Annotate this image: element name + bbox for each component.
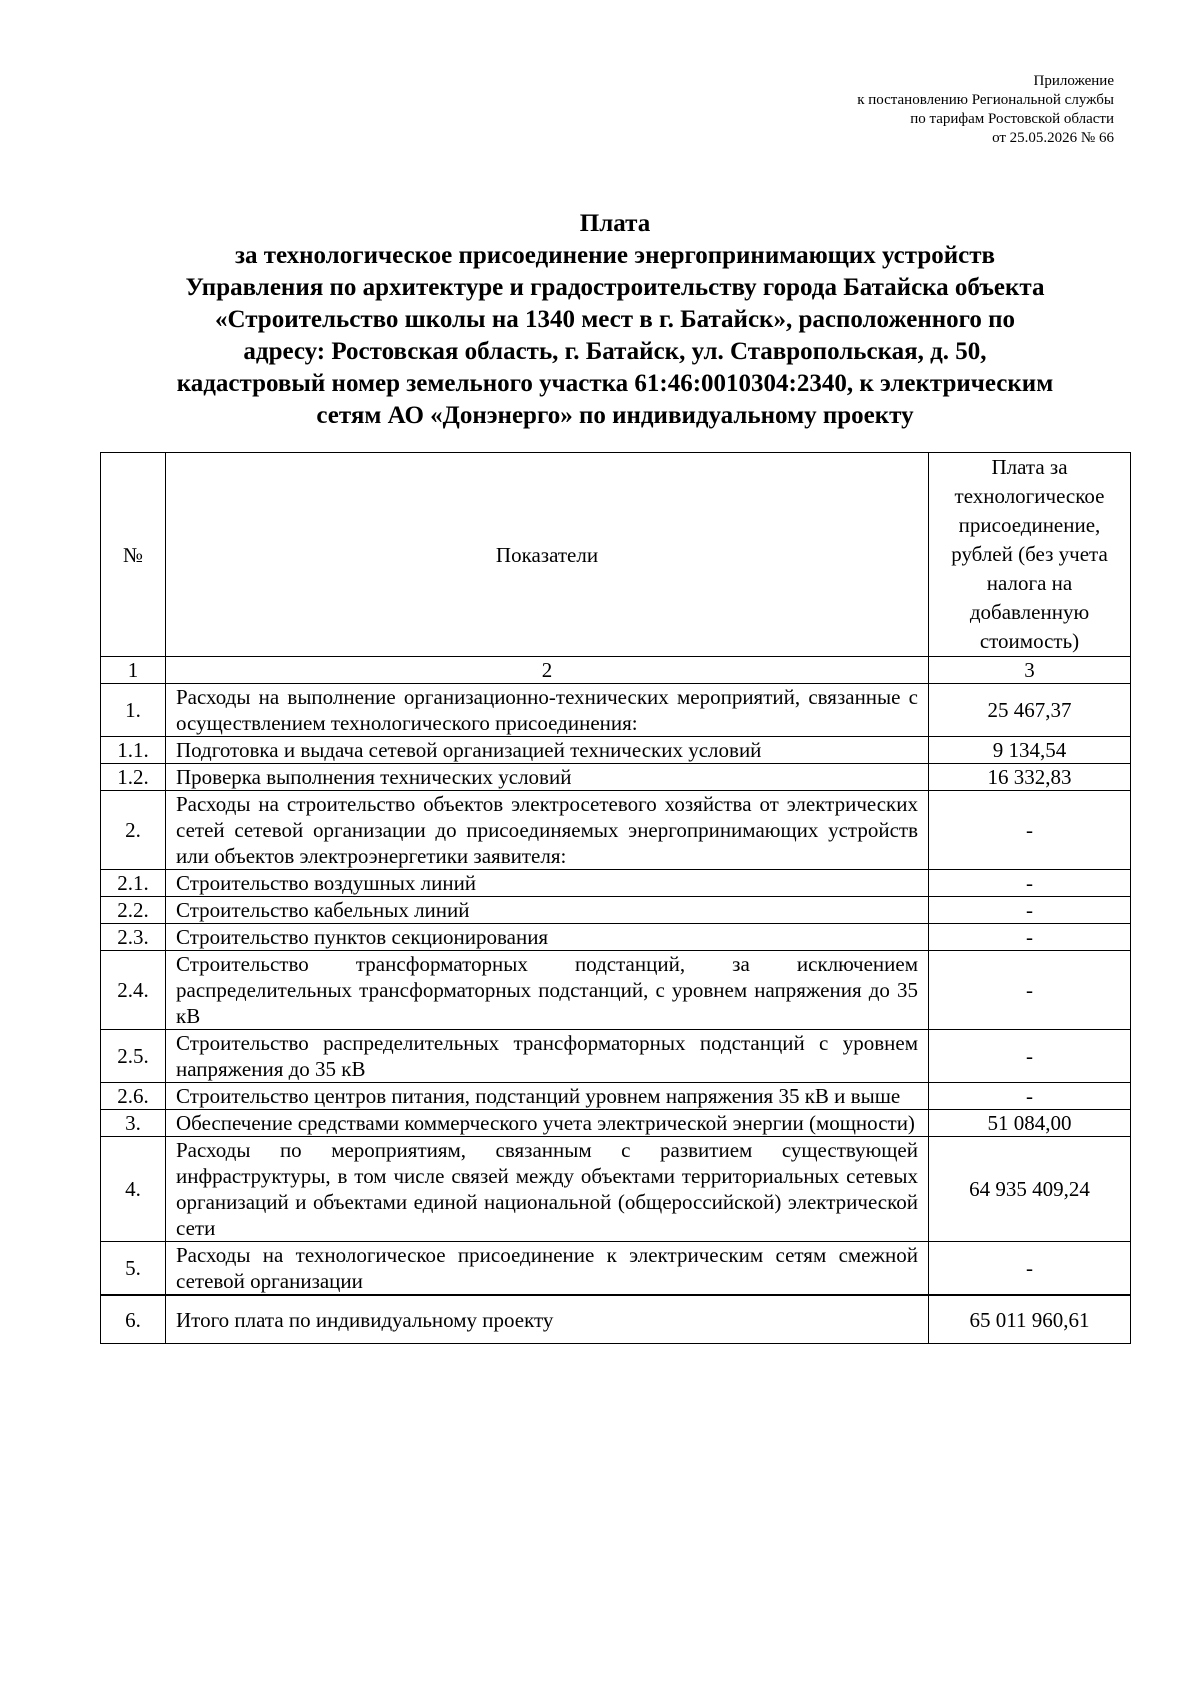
row-num: 2.5.: [101, 1030, 166, 1083]
title-line-7: сетям АО «Донэнерго» по индивидуальному проекту: [316, 402, 914, 429]
row-indicator: Расходы на строительство объектов электросетевого хозяйства от электрических сетей сетевой организации до присоединяемых энергопринимающих устройств или объектов электроэнергетики заявителя:: [166, 791, 929, 870]
row-num: 2.3.: [101, 924, 166, 951]
row-value: -: [929, 897, 1131, 924]
row-indicator: Обеспечение средствами коммерческого учета электрической энергии (мощности): [166, 1110, 929, 1137]
title-line-5: адресу: Ростовская область, г. Батайск, ул. Ставропольская, д. 50,: [243, 338, 987, 365]
row-value: -: [929, 1030, 1131, 1083]
row-value: -: [929, 1083, 1131, 1110]
row-indicator: Расходы на выполнение организационно-технических мероприятий, связанные с осуществлением технологического присоединения:: [166, 684, 929, 737]
row-num: 6.: [101, 1295, 166, 1344]
row-num: 4.: [101, 1137, 166, 1242]
row-indicator: Проверка выполнения технических условий: [166, 764, 929, 791]
index-cell: 3: [929, 657, 1131, 684]
table-row: [101, 1083, 1131, 1110]
table-row: [101, 951, 1131, 1030]
table-row: [101, 764, 1131, 791]
appendix-authority: по тарифам Ростовской области: [910, 111, 1114, 127]
row-value: 65 011 960,61: [929, 1295, 1131, 1344]
row-value: -: [929, 951, 1131, 1030]
row-num: 1.: [101, 684, 166, 737]
appendix-header: [857, 72, 1114, 148]
table-row: [101, 791, 1131, 870]
title-line-6: кадастровый номер земельного участка 61:46:0010304:2340, к электрическим: [176, 370, 1054, 397]
row-num: 2.2.: [101, 897, 166, 924]
row-num: 1.1.: [101, 737, 166, 764]
row-indicator: Подготовка и выдача сетевой организацией технических условий: [166, 737, 929, 764]
header-fee: Плата за технологическое присоединение, рублей (без учета налога на добавленную стоимость): [929, 453, 1131, 657]
index-cell: 2: [166, 657, 929, 684]
row-value: -: [929, 1242, 1131, 1296]
row-indicator: Строительство воздушных линий: [166, 870, 929, 897]
row-value: 51 084,00: [929, 1110, 1131, 1137]
table-header-row: [101, 453, 1131, 657]
index-cell: 1: [101, 657, 166, 684]
header-num: №: [101, 453, 166, 657]
row-num: 5.: [101, 1242, 166, 1296]
row-value: 25 467,37: [929, 684, 1131, 737]
row-value: -: [929, 870, 1131, 897]
table-row: [101, 1110, 1131, 1137]
row-indicator: Итого плата по индивидуальному проекту: [166, 1295, 929, 1344]
title-line-2: за технологическое присоединение энергопринимающих устройств: [234, 242, 996, 269]
row-value: -: [929, 791, 1131, 870]
row-num: 2.1.: [101, 870, 166, 897]
row-value: -: [929, 924, 1131, 951]
row-num: 2.: [101, 791, 166, 870]
fee-table: [100, 452, 1131, 1344]
row-indicator: Расходы по мероприятиям, связанным с развитием существующей инфраструктуры, в том числе связей между объектами территориальных сетевых организаций и объектами единой национальной (общероссийской) электрической сети: [166, 1137, 929, 1242]
appendix-date-number: от 25.05.2026 № 66: [992, 130, 1114, 146]
table-row: [101, 1137, 1131, 1242]
row-value: 9 134,54: [929, 737, 1131, 764]
row-num: 1.2.: [101, 764, 166, 791]
table-index-row: [101, 657, 1131, 684]
row-indicator: Строительство центров питания, подстанций уровнем напряжения 35 кВ и выше: [166, 1083, 929, 1110]
table-row: [101, 737, 1131, 764]
row-indicator: Строительство трансформаторных подстанций, за исключением распределительных трансформаторных подстанций, с уровнем напряжения до 35 кВ: [166, 951, 929, 1030]
appendix-resolution: к постановлению Региональной службы: [857, 92, 1114, 108]
table-row: [101, 924, 1131, 951]
title-line-3: Управления по архитектуре и градостроительству города Батайска объекта: [185, 274, 1045, 301]
row-value: 64 935 409,24: [929, 1137, 1131, 1242]
table-row: [101, 1242, 1131, 1296]
row-num: 2.4.: [101, 951, 166, 1030]
table-row: [101, 1030, 1131, 1083]
row-indicator: Строительство пунктов секционирования: [166, 924, 929, 951]
row-num: 3.: [101, 1110, 166, 1137]
appendix-title: Приложение: [1033, 73, 1114, 89]
document-title: [100, 208, 1130, 432]
row-indicator: Строительство кабельных линий: [166, 897, 929, 924]
title-line-1: Плата: [579, 210, 651, 237]
table-row: [101, 684, 1131, 737]
table-row: [101, 897, 1131, 924]
title-line-4: «Строительство школы на 1340 мест в г. Батайск», расположенного по: [214, 306, 1016, 333]
header-indicator: Показатели: [166, 453, 929, 657]
row-indicator: Строительство распределительных трансформаторных подстанций с уровнем напряжения до 35 кВ: [166, 1030, 929, 1083]
row-value: 16 332,83: [929, 764, 1131, 791]
table-row: [101, 870, 1131, 897]
row-num: 2.6.: [101, 1083, 166, 1110]
row-indicator: Расходы на технологическое присоединение к электрическим сетям смежной сетевой организации: [166, 1242, 929, 1296]
table-total-row: [101, 1295, 1131, 1344]
